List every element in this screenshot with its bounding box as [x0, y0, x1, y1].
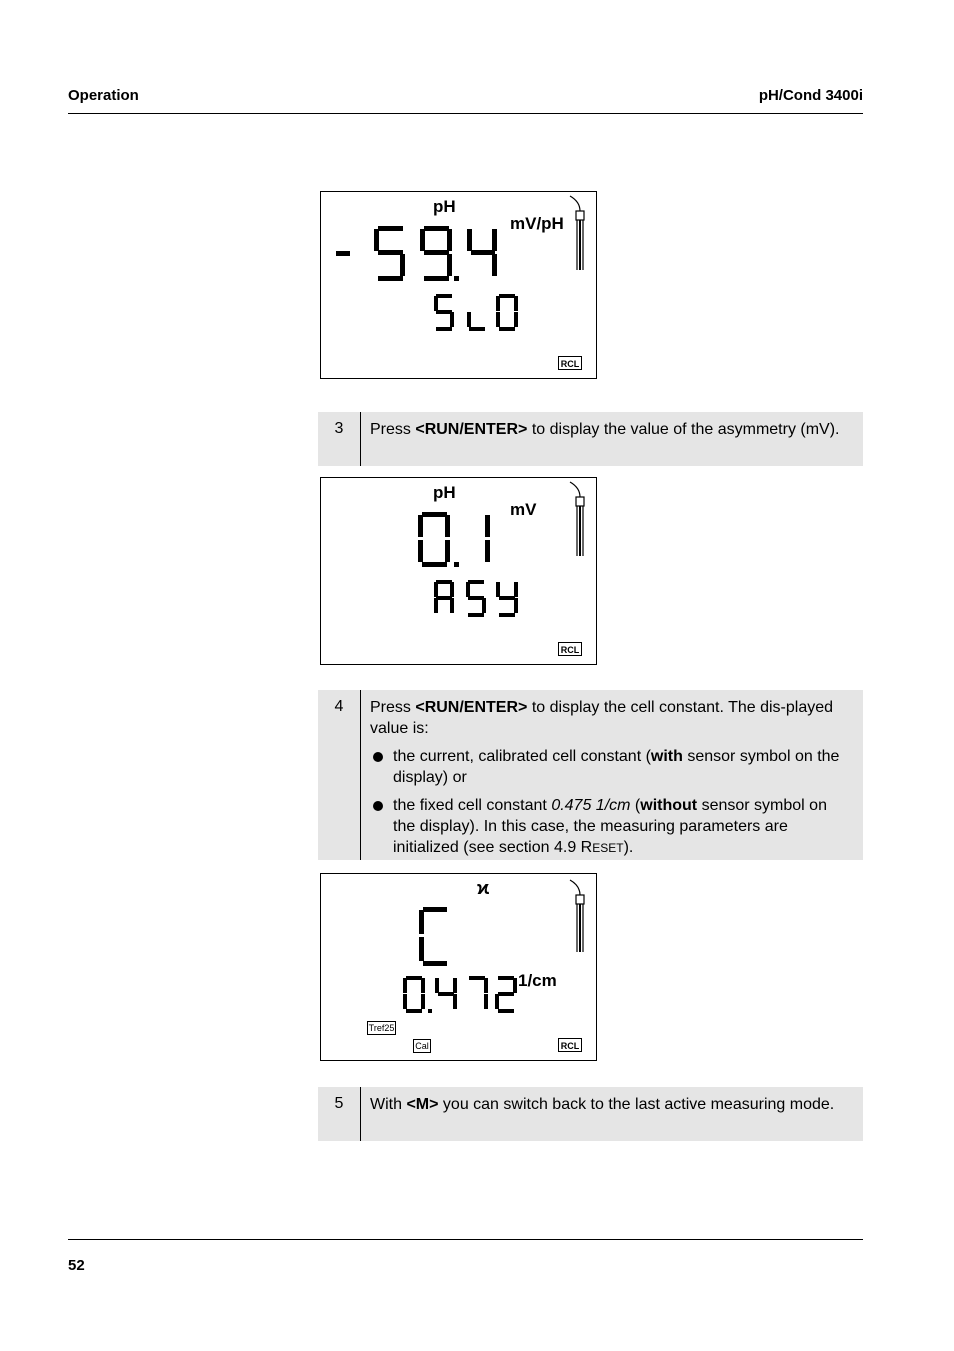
lcd-segment — [453, 978, 457, 993]
lcd-segment — [514, 598, 518, 613]
lcd-segment — [422, 512, 447, 517]
lcd-segment — [400, 254, 405, 276]
lcd-segment — [499, 294, 515, 298]
lcd-segment — [422, 562, 447, 567]
lcd-segment — [450, 312, 454, 327]
lcd-segment — [424, 250, 449, 255]
bullet-emphasis: with — [650, 748, 683, 765]
lcd-segment — [424, 226, 449, 231]
rcl-indicator: RCL — [558, 642, 582, 656]
lcd-segment — [499, 327, 515, 331]
page-number: 52 — [68, 1257, 85, 1274]
key-name: <RUN/ENTER> — [415, 699, 528, 716]
key-name: <RUN/ENTER> — [415, 421, 528, 438]
lcd-segment — [469, 327, 485, 331]
lcd-segment — [445, 515, 450, 537]
lcd-segment — [406, 1009, 422, 1013]
lcd-segment — [374, 229, 379, 251]
small-caps-text: ESET — [592, 841, 624, 855]
lcd-segment — [378, 226, 403, 231]
tref-indicator: Tref25 — [368, 1023, 395, 1033]
lcd-decimal-point — [454, 562, 459, 567]
lcd-segment — [495, 994, 499, 1009]
lcd-segment — [421, 994, 425, 1009]
lcd-segment — [418, 540, 423, 562]
lcd-segment — [436, 580, 452, 584]
lcd-segment — [418, 515, 423, 537]
bullet-text: ). — [623, 839, 634, 856]
lcd-segment — [468, 613, 484, 617]
lcd-segment — [471, 250, 495, 255]
lcd-segment — [496, 296, 500, 311]
lcd-display-cell-constant — [320, 873, 597, 1061]
bullet-text: sensor symbol on the display). In this case, the measuring parameters are initialized (see section 4.9 R — [393, 797, 827, 856]
step-5 — [318, 1087, 863, 1141]
lcd-segment — [438, 992, 454, 996]
step-3 — [318, 412, 863, 466]
lcd-segment — [498, 976, 514, 980]
lcd-segments-cell-constant — [321, 874, 598, 1062]
lcd-segment — [378, 250, 403, 255]
step-4 — [318, 690, 863, 860]
kappa-icon: ϰ — [477, 878, 490, 898]
lcd-segment — [450, 582, 454, 597]
step-number: 5 — [318, 1087, 361, 1141]
lcd-segment — [492, 254, 497, 276]
lcd-segment — [466, 582, 470, 597]
bullet-text: the current, calibrated cell constant ( — [393, 748, 651, 765]
lcd-segment — [403, 994, 407, 1009]
lcd-segment — [434, 582, 438, 597]
lcd-segment — [447, 229, 452, 251]
lcd-segment — [467, 229, 472, 251]
step-text-part: Press — [370, 421, 416, 438]
lcd-segment — [513, 978, 517, 993]
lcd-segment — [496, 582, 500, 597]
lcd-segment — [424, 276, 449, 281]
lcd-segment — [498, 1009, 514, 1013]
footer-rule — [68, 1239, 863, 1240]
step-text-part: to display the cell constant. The dis-played value is: — [370, 699, 834, 737]
lcd-segment — [445, 540, 450, 562]
lcd-segment — [436, 596, 452, 600]
bullet-emphasis: without — [640, 797, 698, 814]
lcd-display-asymmetry — [320, 477, 597, 665]
lcd-segment — [484, 978, 488, 993]
step-text — [370, 1087, 863, 1123]
bullet-text: the fixed cell constant — [393, 797, 552, 814]
lcd-segment — [469, 976, 485, 980]
lcd-segment — [467, 312, 471, 327]
electrode-icon — [570, 482, 584, 556]
lcd-segment — [434, 296, 438, 311]
lcd-unit-label: 1/cm — [518, 971, 557, 990]
header-section: Operation — [68, 87, 139, 104]
lcd-segment — [498, 992, 514, 996]
lcd-segment — [423, 961, 447, 966]
lcd-segment — [499, 613, 515, 617]
bullet-text: ( — [630, 797, 641, 814]
lcd-segment — [514, 312, 518, 327]
step-text-part: you can switch back to the last active measuring mode. — [438, 1096, 835, 1113]
lcd-segment — [499, 596, 515, 600]
header-product: pH/Cond 3400i — [758, 87, 863, 104]
bullet-value: 0.475 1/cm — [551, 797, 631, 814]
lcd-ph-label: pH — [433, 197, 456, 216]
lcd-segment — [336, 251, 350, 256]
lcd-segment — [423, 907, 447, 912]
lcd-unit-label: mV/pH — [510, 214, 564, 233]
lcd-segment — [484, 994, 488, 1009]
lcd-segment — [496, 312, 500, 327]
electrode-icon — [570, 880, 584, 952]
bullet-item — [370, 795, 853, 859]
lcd-segment — [421, 978, 425, 993]
lcd-segment — [514, 582, 518, 597]
step-text — [370, 690, 863, 867]
lcd-segment — [435, 978, 439, 993]
lcd-segment — [434, 598, 438, 613]
bullet-icon — [373, 752, 383, 762]
lcd-segments-asymmetry — [321, 478, 598, 666]
step-text-part: With — [370, 1096, 407, 1113]
step-number: 3 — [318, 412, 361, 466]
lcd-decimal-point — [428, 1009, 432, 1013]
lcd-segment — [482, 598, 486, 613]
lcd-segment — [378, 276, 403, 281]
key-name: <M> — [406, 1096, 439, 1113]
header-rule — [68, 113, 863, 114]
lcd-segment — [403, 978, 407, 993]
lcd-segment — [453, 994, 457, 1009]
step-text-part: Press — [370, 699, 416, 716]
bullet-item — [370, 746, 853, 788]
lcd-decimal-point — [454, 276, 459, 281]
step-number: 4 — [318, 690, 361, 860]
lcd-segment — [485, 540, 490, 562]
lcd-segment — [485, 515, 490, 537]
rcl-indicator: RCL — [558, 1038, 582, 1052]
step-text — [370, 412, 863, 448]
lcd-segment — [450, 598, 454, 613]
lcd-ph-label: pH — [433, 483, 456, 502]
lcd-segment — [436, 327, 452, 331]
lcd-segment — [406, 976, 422, 980]
step-text-part: to display the value of the asymmetry (mV). — [527, 421, 840, 438]
lcd-segment — [468, 580, 484, 584]
lcd-segment — [514, 296, 518, 311]
lcd-segment — [420, 229, 425, 251]
bullet-icon — [373, 801, 383, 811]
lcd-segment — [436, 294, 452, 298]
lcd-segment — [492, 229, 497, 251]
lcd-display-slope — [320, 191, 597, 379]
lcd-segment — [447, 254, 452, 276]
lcd-segment — [419, 937, 424, 961]
lcd-segment — [419, 910, 424, 934]
lcd-unit-label: mV — [510, 500, 537, 519]
rcl-indicator: RCL — [558, 356, 582, 370]
bullet-text: sensor symbol on the display) or — [393, 748, 840, 786]
cal-indicator: Cal — [413, 1039, 431, 1053]
lcd-segment — [436, 310, 452, 314]
step-intro — [370, 697, 853, 739]
electrode-icon — [570, 196, 584, 270]
lcd-segment — [468, 596, 484, 600]
